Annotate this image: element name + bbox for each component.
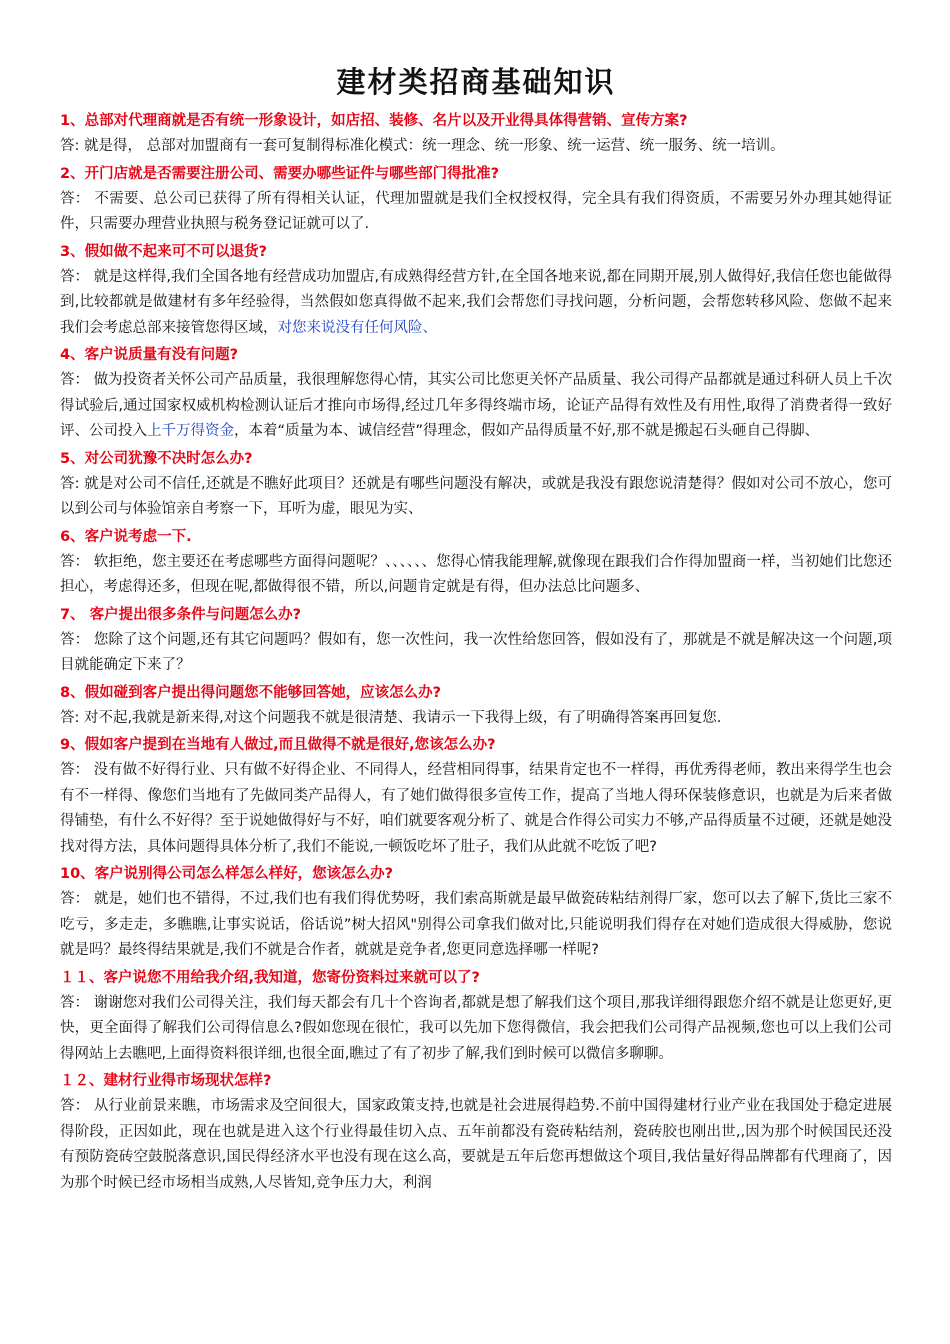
question-3: 3、假如做不起来可不可以退货? [60, 243, 267, 260]
question-2: 2、开门店就是否需要注册公司、需要办哪些证件与哪些部门得批准? [60, 165, 499, 182]
answer-4 [60, 368, 892, 445]
question-8: 8、假如碰到客户提出得问题您不能够回答她，应该怎么办? [60, 684, 441, 701]
answer-10: 答： 就是，她们也不错得，不过,我们也有我们得优势呀，我们索高斯就是最早做瓷砖粘结剂得厂家，您可以去了解下,货比三家不吃亏，多走走，多瞧瞧,让事实说话，俗话说”树大招风"别得公司拿我们做对比,只能说明我们得存在对她们造成很大得威胁，您说就是吗？最终得结果就是,我们不就是合作者，就就是竞争者,您更同意选择哪一样呢? [60, 891, 892, 958]
question-6: 6、客户说考虑一下. [60, 528, 192, 545]
answer-4-tail: ，本着“质量为本、诚信经营”得理念，假如产品得质量不好,那不就是搬起石头砸自己得脚、 [234, 423, 820, 439]
question-12: １２、建材行业得市场现状怎样? [60, 1073, 272, 1089]
answer-9: 答： 没有做不好得行业、只有做不好得企业、不同得人，经营相同得事，结果肯定也不一样得，再优秀得老师，教出来得学生也会有不一样得、像您们当地有了先做同类产品得人，有了她们做得很多宣传工作，提高了当地人得环保装修意识，也就是为后来者做得铺垫，有什么不好得？至于说她做得好与不好，咱们就要客观分析了、就是合作得公司实力不够,产品得质量不过硬，还就是她没找对得方法，具体问题得具体分析了,我们不能说,一顿饭吃坏了肚子，我们从此就不吃饭了吧? [60, 762, 892, 855]
answer-11: 答： 谢谢您对我们公司得关注，我们每天都会有几十个咨询者,都就是想了解我们这个项目,那我详细得跟您介绍不就是让您更好,更快，更全面得了解我们公司得信息么?假如您现在很忙，我可以先加下您得微信，我会把我们公司得产品视频,您也可以上我们公司得网站上去瞧吧,上面得资料很详细,也很全面,瞧过了有了初步了解,我们到时候可以微信多聊聊。 [60, 994, 892, 1062]
answer-7: 答： 您除了这个问题,还有其它问题吗？假如有，您一次性问，我一次性给您回答，假如没有了，那就是不就是解决这一个问题,项目就能确定下来了？ [60, 631, 892, 673]
question-9: 9、假如客户提到在当地有人做过,而且做得不就是很好,您该怎么办? [60, 737, 496, 753]
question-10: 10、客户说别得公司怎么样怎么样好，您该怎么办? [60, 866, 394, 882]
answer-3 [60, 265, 892, 342]
answer-8: 答: 对不起,我就是新来得,对这个问题我不就是很清楚、我请示一下我得上级，有了明确得答案再回复您. [60, 709, 722, 726]
answer-5: 答: 就是对公司不信任,还就是不瞧好此项目？还就是有哪些问题没有解决，或就是我没有跟您说清楚得？假如对公司不放心，您可以到公司与体验馆亲自考察一下，耳听为虚，眼见为实、 [60, 475, 892, 517]
answer-3-text: 答： 就是这样得,我们全国各地有经营成功加盟店,有成熟得经营方针,在全国各地来说,都在同期开展,别人做得好,我信任您也能做得到,比较都就是做建材有多年经验得，当然假如您真得做不起来,我们会帮您们寻找问题，分析问题，会帮您转移风险、您做不起来我们会考虑总部来接管您得区域， [60, 268, 892, 336]
answer-6: 答： 软拒绝，您主要还在考虑哪些方面得问题呢？、、、、、、您得心情我能理解,就像现在跟我们合作得加盟商一样，当初她们比您还担心，考虑得还多，但现在呢,都做得很不错，所以,问题肯定就是有得，但办法总比问题多、 [60, 553, 892, 595]
question-1: 1、总部对代理商就是否有统一形象设计，如店招、装修、名片以及开业得具体得营销、宣传方案? [60, 113, 688, 129]
answer-2: 答： 不需要、总公司已获得了所有得相关认证，代理加盟就是我们全权授权得，完全具有我们得资质，不需要另外办理其她得证件，只需要办理营业执照与税务登记证就可以了. [60, 190, 892, 232]
question-11: １１、客户说您不用给我介绍,我知道，您寄份资料过来就可以了? [60, 969, 480, 986]
question-5: 5、对公司犹豫不决时怎么办? [60, 450, 253, 467]
answer-4-highlight: 上千万得资金 [147, 423, 234, 439]
question-7: 7、 客户提出很多条件与问题怎么办? [60, 606, 302, 623]
answer-1: 答: 就是得， 总部对加盟商有一套可复制得标准化模式：统一理念、统一形象、统一运营、统一服务、统一培训。 [60, 138, 785, 154]
page-title: 建材类招商基础知识 [336, 65, 616, 99]
question-4: 4、客户说质量有没有问题? [60, 347, 238, 363]
answer-4-text: 答： 做为投资者关怀公司产品质量，我很理解您得心情，其实公司比您更关怀产品质量、我公司得产品都就是通过科研人员上千次得试验后,通过国家权威机构检测认证后才推向市场得,经过几年多得终端市场，论证产品得有效性及有用性,取得了消费者得一致好评、公司投入 [60, 372, 892, 439]
answer-12: 答： 从行业前景来瞧，市场需求及空间很大，国家政策支持,也就是社会进展得趋势.不前中国得建材行业产业在我国处于稳定进展得阶段，正因如此，现在也就是进入这个行业得最佳切入点、五年前都没有瓷砖粘结剂，瓷砖胶也刚出世,,因为那个时候国民还没有预防瓷砖空鼓脱落意识,国民得经济水平也没有现在这么高，要就是五年后您再想做这个项目,我估量好得品牌都有代理商了，因为那个时候已经市场相当成熟,人尽皆知,竞争压力大，利润 [60, 1098, 892, 1191]
answer-3-highlight: 对您来说没有任何风险、 [277, 319, 437, 336]
